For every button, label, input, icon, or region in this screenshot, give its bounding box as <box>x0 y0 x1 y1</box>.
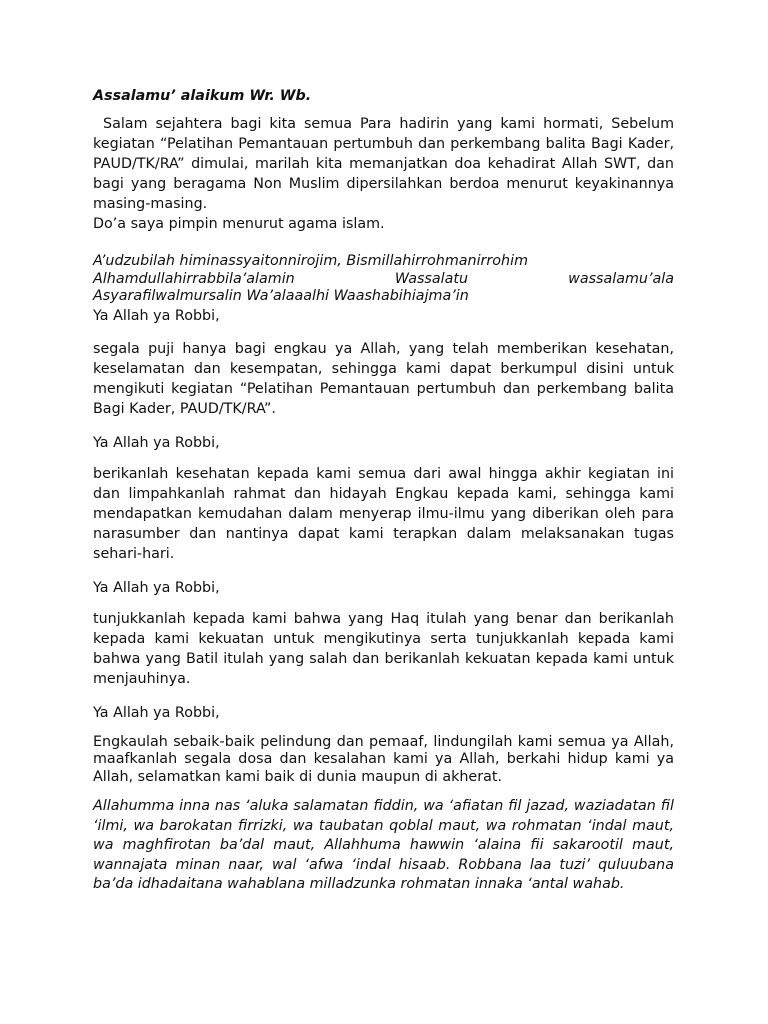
prayer-paragraph: berikanlah kesehatan kepada kami semua dari awal hingga akhir kegiatan ini dan limpahkanlah rahmat dan hidayah Engkau kepada kami, sehingga kami mendapatkan kemudahan dalam menyerap ilmu-ilmu yang diberikan oleh para narasumber dan nantinya dapat kami terapkan dalam melaksanakan tugas sehari-hari. <box>93 465 674 562</box>
prayer-paragraph: Engkaulah sebaik-baik pelindung dan pemaaf, lindungilah kami semua ya Allah, maafkanlah segala dosa dan kesalahan kami ya Allah, berkahi hidup kami ya Allah, selamatkan kami baik di dunia maupun di akherat. <box>93 733 674 785</box>
invocation-line: Ya Allah ya Robbi, <box>93 434 220 451</box>
arabic-line: Asyarafilwalmursalin Wa’alaaalhi Waashabihiajma’in <box>93 288 469 304</box>
prayer-lead-line: Do’a saya pimpin menurut agama islam. <box>93 216 385 232</box>
greeting-heading: Assalamu’ alaikum Wr. Wb. <box>93 88 312 104</box>
arabic-line: A’udzubilah himinassyaitonnirojim, Bismillahirrohmanirrohim <box>93 253 529 269</box>
closing-prayer: Allahumma inna nas ‘aluka salamatan fiddin, wa ‘afiatan fil jazad, waziadatan fil ‘ilmi, wa barokatan firrizki, wa taubatan qoblal maut, wa rohmatan ‘indal maut, wa maghfirotan ba’dal maut, Allahhuma hawwin ‘alaina fii sakarootil maut, wannajata minan naar, wal ‘afwa ‘indal hisaab. Robbana laa tuzi’ quluubana ba’da idhadaitana wahablana milladzunka rohmatan innaka ‘antal wahab. <box>93 798 674 893</box>
invocation-line: Ya Allah ya Robbi, <box>93 307 220 324</box>
prayer-paragraph: tunjukkanlah kepada kami bahwa yang Haq itulah yang benar dan berikanlah kepada kami kekuatan untuk mengikutinya serta tunjukkanlah kepada kami bahwa yang Batil itulah yang salah dan berikanlah kekuatan kepada kami untuk menjauhinya. <box>93 610 674 687</box>
invocation-line: Ya Allah ya Robbi, <box>93 704 220 721</box>
arabic-line: Alhamdullahirrabbila’alamin Wassalatu wassalamu’ala <box>93 270 674 287</box>
invocation-line: Ya Allah ya Robbi, <box>93 579 220 596</box>
prayer-paragraph: segala puji hanya bagi engkau ya Allah, yang telah memberikan kesehatan, keselamatan dan kesempatan, sehingga kami dapat berkumpul disini untuk mengikuti kegiatan “Pelatihan Pemantauan pertumbuh dan perkembang balita Bagi Kader, PAUD/TK/RA”. <box>93 340 674 417</box>
intro-paragraph: Salam sejahtera bagi kita semua Para hadirin yang kami hormati, Sebelum kegiatan “Pelatihan Pemantauan pertumbuh dan perkembang balita Bagi Kader, PAUD/TK/RA” dimulai, marilah kita memanjatkan doa kehadirat Allah SWT, dan bagi yang beragama Non Muslim dipersilahkan berdoa menurut keyakinannya masing-masing. <box>93 116 674 212</box>
document-body <box>93 86 674 909</box>
arabic-opening <box>93 253 674 306</box>
